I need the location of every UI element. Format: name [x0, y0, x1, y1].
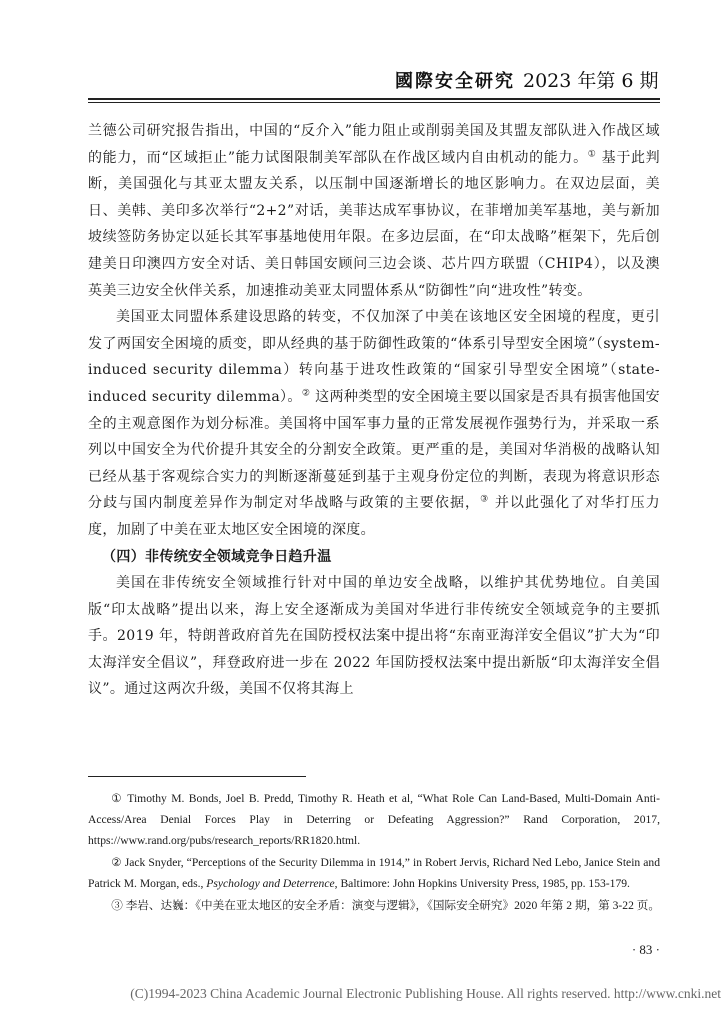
header-rule [88, 98, 660, 103]
page-number: · 83 · [631, 942, 660, 957]
body-text [88, 118, 660, 703]
paragraph-1: 兰德公司研究报告指出，中国的“反介入”能力阻止或削弱美国及其盟友部队进入作战区域的能力，而“区域拒止”能力试图限制美军部队在作战区域内自由机动的能力。① 基于此判断，美国强化与其亚太盟友关系，以压制中国逐渐增长的地区影响力。在双边层面，美日、美韩、美印多次举行“2+2”对话，美菲达成军事协议，在菲增加美军基地，美与新加坡续签防务协定以延长其军事基地使用年限。在多边层面，在“印太战略”框架下，先后创建美日印澳四方安全对话、美日韩国安顾问三边会谈、芯片四方联盟（CHIP4），以及澳英美三边安全伙伴关系，加速推动美亚太同盟体系从“防御性”向“进攻性”转变。 [88, 123, 661, 299]
copyright-notice: (C)1994-2023 China Academic Journal Electronic Publishing House. All rights reserved. http://www.cnki.net [130, 986, 721, 1001]
footnotes [88, 788, 660, 917]
paragraph-3: 美国在非传统安全领域推行针对中国的单边安全战略，以维护其优势地位。自美国版“印太战略”提出以来，海上安全逐渐成为美国对华进行非传统安全领域竞争的主要抓手。2019 年，特朗普政府首先在国防授权法案中提出将“东南亚海洋安全倡议”扩大为“印太海洋安全倡议”，拜登政府进一步在 2022 年国防授权法案中提出新版“印太海洋安全倡议”。通过这两次升级，美国不仅将其海上 [88, 575, 660, 698]
footnote-1: ① Timothy M. Bonds, Joel B. Predd, Timothy R. Heath et al, “What Role Can Land-Based, Multi-Domain Anti-Access/Area Denial Forces Play in Deterring or Defeating Aggression?” Rand Corporation, 2017, https://www.rand.org/pubs/research_reports/RR1820.html. [88, 792, 660, 847]
running-header [395, 68, 660, 94]
footnote-number: ① [111, 792, 124, 805]
footnote-number: ② [111, 856, 122, 869]
section-heading: （四）非传统安全领域竞争日趋升温 [102, 548, 332, 565]
journal-title: 國際安全研究 [395, 71, 515, 92]
footnote-2: ② Jack Snyder, “Perceptions of the Security Dilemma in 1914,” in Robert Jervis, Richard Ned Lebo, Janice Stein and Patrick M. Morgan, eds., Psychology and Deterrence, Baltimore: John Hopkins University Press, 1985, pp. 153-179. [88, 856, 660, 890]
footnote-ref-3[interactable]: ③ [480, 494, 490, 505]
footnote-rule [88, 776, 306, 777]
footnote-ref-1[interactable]: ① [587, 148, 597, 159]
footnote-3: ③ 李岩、达巍：《中美在亚太地区的安全矛盾：演变与逻辑》，《国际安全研究》2020 年第 2 期，第 3-22 页。 [111, 899, 660, 912]
paragraph-2: 美国亚太同盟体系建设思路的转变，不仅加深了中美在该地区安全困境的程度，更引发了两国安全困境的质变，即从经典的基于防御性政策的“体系引导型安全困境”（system-induced security dilemma）转向基于进攻性政策的“国家引导型安全困境”（state-induced security dilemma）。② 这两种类型的安全困境主要以国家是否具有损害他国安全的主观意图作为划分标准。美国将中国军事力量的正常发展视作强势行为，并采取一系列以中国安全为代价提升其安全的分割安全政策。更严重的是，美国对华消极的战略认知已经从基于客观综合实力的判断逐渐蔓延到基于主观身份定位的判断，表现为将意识形态分歧与国内制度差异作为制定对华战略与政策的主要依据，③ 并以此强化了对华打压力度，加剧了中美在亚太地区安全困境的深度。 [88, 309, 661, 538]
footnote-ref-2[interactable]: ② [301, 388, 311, 399]
footnote-number: ③ [111, 899, 123, 912]
book-title: Psychology and Deterrence [206, 877, 335, 890]
issue-label: 2023 年第 6 期 [523, 70, 659, 92]
